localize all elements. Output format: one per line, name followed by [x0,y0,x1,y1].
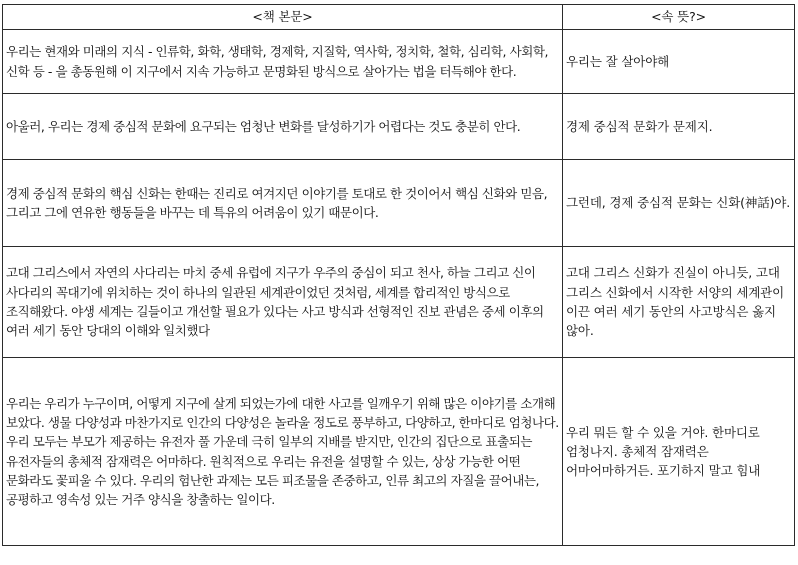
book-text-cell: 우리는 우리가 누구이며, 어떻게 지구에 살게 되었는가에 대한 사고를 일깨우기 위해 많은 이야기를 소개해 보았다. 생물 다양성과 마찬가지로 인간의 다양성은 놀라울 정도로 풍부하고, 다양하고, 한마디로 엄청나다. 우리 모두는 부모가 제공하는 유전자 풀 가운데 극히 일부의 지배를 받지만, 인간의 집단으로 표출되는 유전자들의 총체적 잠재력은 어마하다. 원칙적으로 우리는 유전을 설명할 수 있는, 상상 가능한 어떤 문화라도 꽃피울 수 있다. 우리의 험난한 과제는 모든 피조물을 존중하고, 인류 최고의 자질을 끌어내는, 공평하고 영속성 있는 거주 양식을 창출하는 일이다. [3,358,563,546]
meaning-cell: 우리는 잘 살아야해 [563,30,795,94]
table-row [3,94,795,160]
book-text-cell: 우리는 현재와 미래의 지식 - 인류학, 화학, 생태학, 경제학, 지질학, 역사학, 정치학, 철학, 심리학, 사회학, 신학 등 - 을 총동원해 이 지구에서 지속 가능하고 문명화된 방식으로 살아가는 법을 터득해야 한다. [3,30,563,94]
table-header-row [3,5,795,30]
book-text-cell: 고대 그리스에서 자연의 사다리는 마치 중세 유럽에 지구가 우주의 중심이 되고 천사, 하늘 그리고 신이 사다리의 꼭대기에 위치하는 것이 하나의 일관된 세계관이었던 것처럼, 세계를 합리적인 방식으로 조직해왔다. 야생 세계는 길들이고 개선할 필요가 있다는 사고 방식과 선형적인 진보 관념은 중세 이후의 여러 세기 동안 당대의 이해와 일치했다 [3,247,563,358]
meaning-cell: 경제 중심적 문화가 문제지. [563,94,795,160]
table-row [3,30,795,94]
meaning-cell: 우리 뭐든 할 수 있을 거야. 한마디로 엄청나지. 총체적 잠재력은 어마어마하거든. 포기하지 말고 힘내 [563,358,795,546]
meaning-cell: 고대 그리스 신화가 진실이 아니듯, 고대 그리스 신화에서 시작한 서양의 세계관이 이끈 여러 세기 동안의 사고방식은 옳지 않아. [563,247,795,358]
book-text-cell: 아울러, 우리는 경제 중심적 문화에 요구되는 엄청난 변화를 달성하기가 어렵다는 것도 충분히 안다. [3,94,563,160]
table-row [3,358,795,546]
header-inner-meaning: <속 뜻?> [563,5,795,30]
header-book-text: <책 본문> [3,5,563,30]
book-text-cell: 경제 중심적 문화의 핵심 신화는 한때는 진리로 여겨지던 이야기를 토대로 한 것이어서 핵심 신화와 믿음, 그리고 그에 연유한 행동들을 바꾸는 데 특유의 어려움이 있기 때문이다. [3,160,563,247]
notes-table [2,4,795,546]
meaning-cell: 그런데, 경제 중심적 문화는 신화(神話)야. [563,160,795,247]
table-row [3,160,795,247]
table-row [3,247,795,358]
